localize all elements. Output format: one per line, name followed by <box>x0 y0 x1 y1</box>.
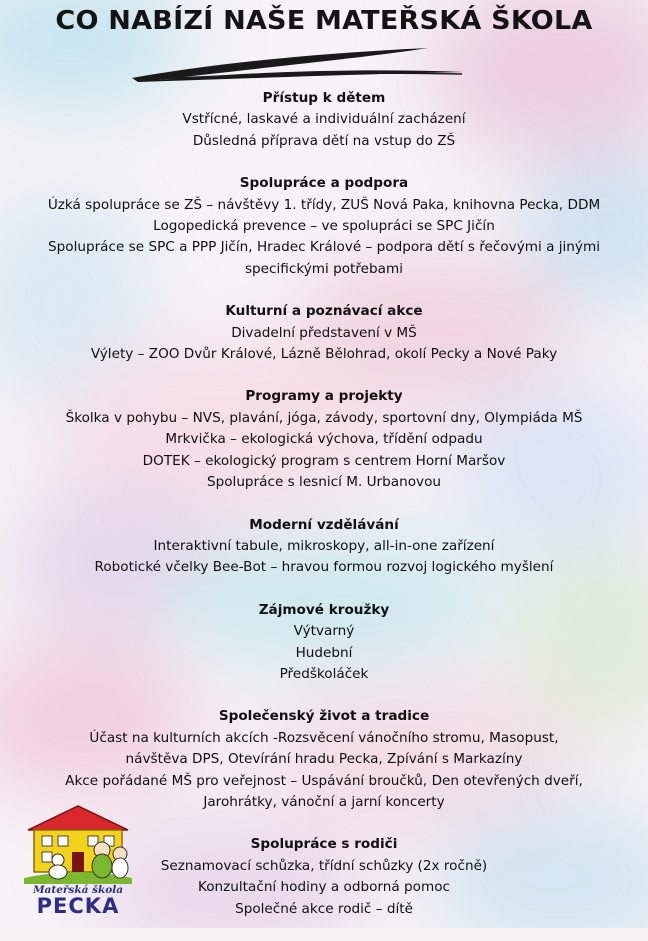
section-line: Školka v pohybu – NVS, plavání, jóga, závody, sportovní dny, Olympiáda MŠ <box>65 409 583 426</box>
section-line: Úzká spolupráce se ZŠ – návštěvy 1. třídy, ZUŠ Nová Paka, knihovna Pecka, DDM <box>47 196 601 213</box>
section-modern-education <box>18 515 630 579</box>
logo-text-line2: PECKA <box>36 894 120 918</box>
school-logo <box>22 800 134 922</box>
section-line: Akce pořádané MŠ pro veřejnost – Uspávání broučků, Den otevřených dveří, <box>65 772 583 789</box>
section-line: DOTEK – ekologický program s centrem Horní Maršov <box>142 452 506 469</box>
brush-stroke-underline <box>128 44 468 86</box>
page-title: CO NABÍZÍ NAŠE MATEŘSKÁ ŠKOLA <box>55 6 593 36</box>
section-line: Logopedická prevence – ve spolupráci se SPC Jičín <box>153 218 495 235</box>
section-line: Divadelní představení v MŠ <box>231 324 417 341</box>
section-approach <box>18 88 630 152</box>
section-culture <box>18 301 630 365</box>
section-social-life <box>18 706 630 813</box>
section-line: Mrkvička – ekologická výchova, třídění odpadu <box>165 431 483 448</box>
section-heading: Spolupráce a podpora <box>239 175 409 192</box>
section-line: Spolupráce se SPC a PPP Jičín, Hradec Králové – podpora dětí s řečovými a jinými <box>48 239 600 256</box>
section-heading: Přístup k dětem <box>262 90 386 106</box>
section-heading: Moderní vzdělávání <box>249 516 399 533</box>
section-line: Společné akce rodič – dítě <box>235 900 413 917</box>
section-line: návštěva DPS, Otevírání hradu Pecka, Zpívání s Markazíny <box>125 751 523 768</box>
section-line: Konzultační hodiny a odborná pomoc <box>197 879 450 896</box>
section-line: Předškoláček <box>279 665 369 682</box>
section-line: Hudební <box>295 644 353 661</box>
section-line: Seznamovací schůzka, třídní schůzky (2x ročně) <box>160 857 488 874</box>
section-line: Spolupráce s lesnicí M. Urbanovou <box>206 474 442 491</box>
section-line: Účast na kulturních akcích -Rozsvěcení vánočního stromu, Masopust, <box>89 729 559 746</box>
section-line: Jarohrátky, vánoční a jarní koncerty <box>203 793 445 810</box>
section-line: specifickými potřebami <box>244 260 404 277</box>
section-heading: Spolupráce s rodiči <box>250 836 398 853</box>
section-programs <box>18 386 630 493</box>
section-line: Robotické včelky Bee-Bot – hravou formou rozvoj logického myšlení <box>94 559 554 576</box>
section-cooperation <box>18 173 630 280</box>
school-building-icon <box>22 800 134 886</box>
section-clubs <box>18 600 630 686</box>
section-line: Interaktivní tabule, mikroskopy, all-in-one zařízení <box>153 537 495 554</box>
section-line: Výlety – ZOO Dvůr Králové, Lázně Bělohrad, okolí Pecky a Nové Paky <box>90 346 558 363</box>
section-line: Výtvarný <box>293 623 355 640</box>
section-heading: Zájmové kroužky <box>258 601 390 618</box>
section-heading: Kulturní a poznávací akce <box>225 303 423 320</box>
section-heading: Společenský život a tradice <box>218 708 430 725</box>
section-line: Vstřícné, laskavé a individuální zacházení <box>182 111 466 128</box>
section-line: Důsledná příprava dětí na vstup do ZŠ <box>192 132 456 149</box>
section-heading: Programy a projekty <box>245 388 403 405</box>
logo-text-line1: Mateřská škola <box>32 884 124 896</box>
